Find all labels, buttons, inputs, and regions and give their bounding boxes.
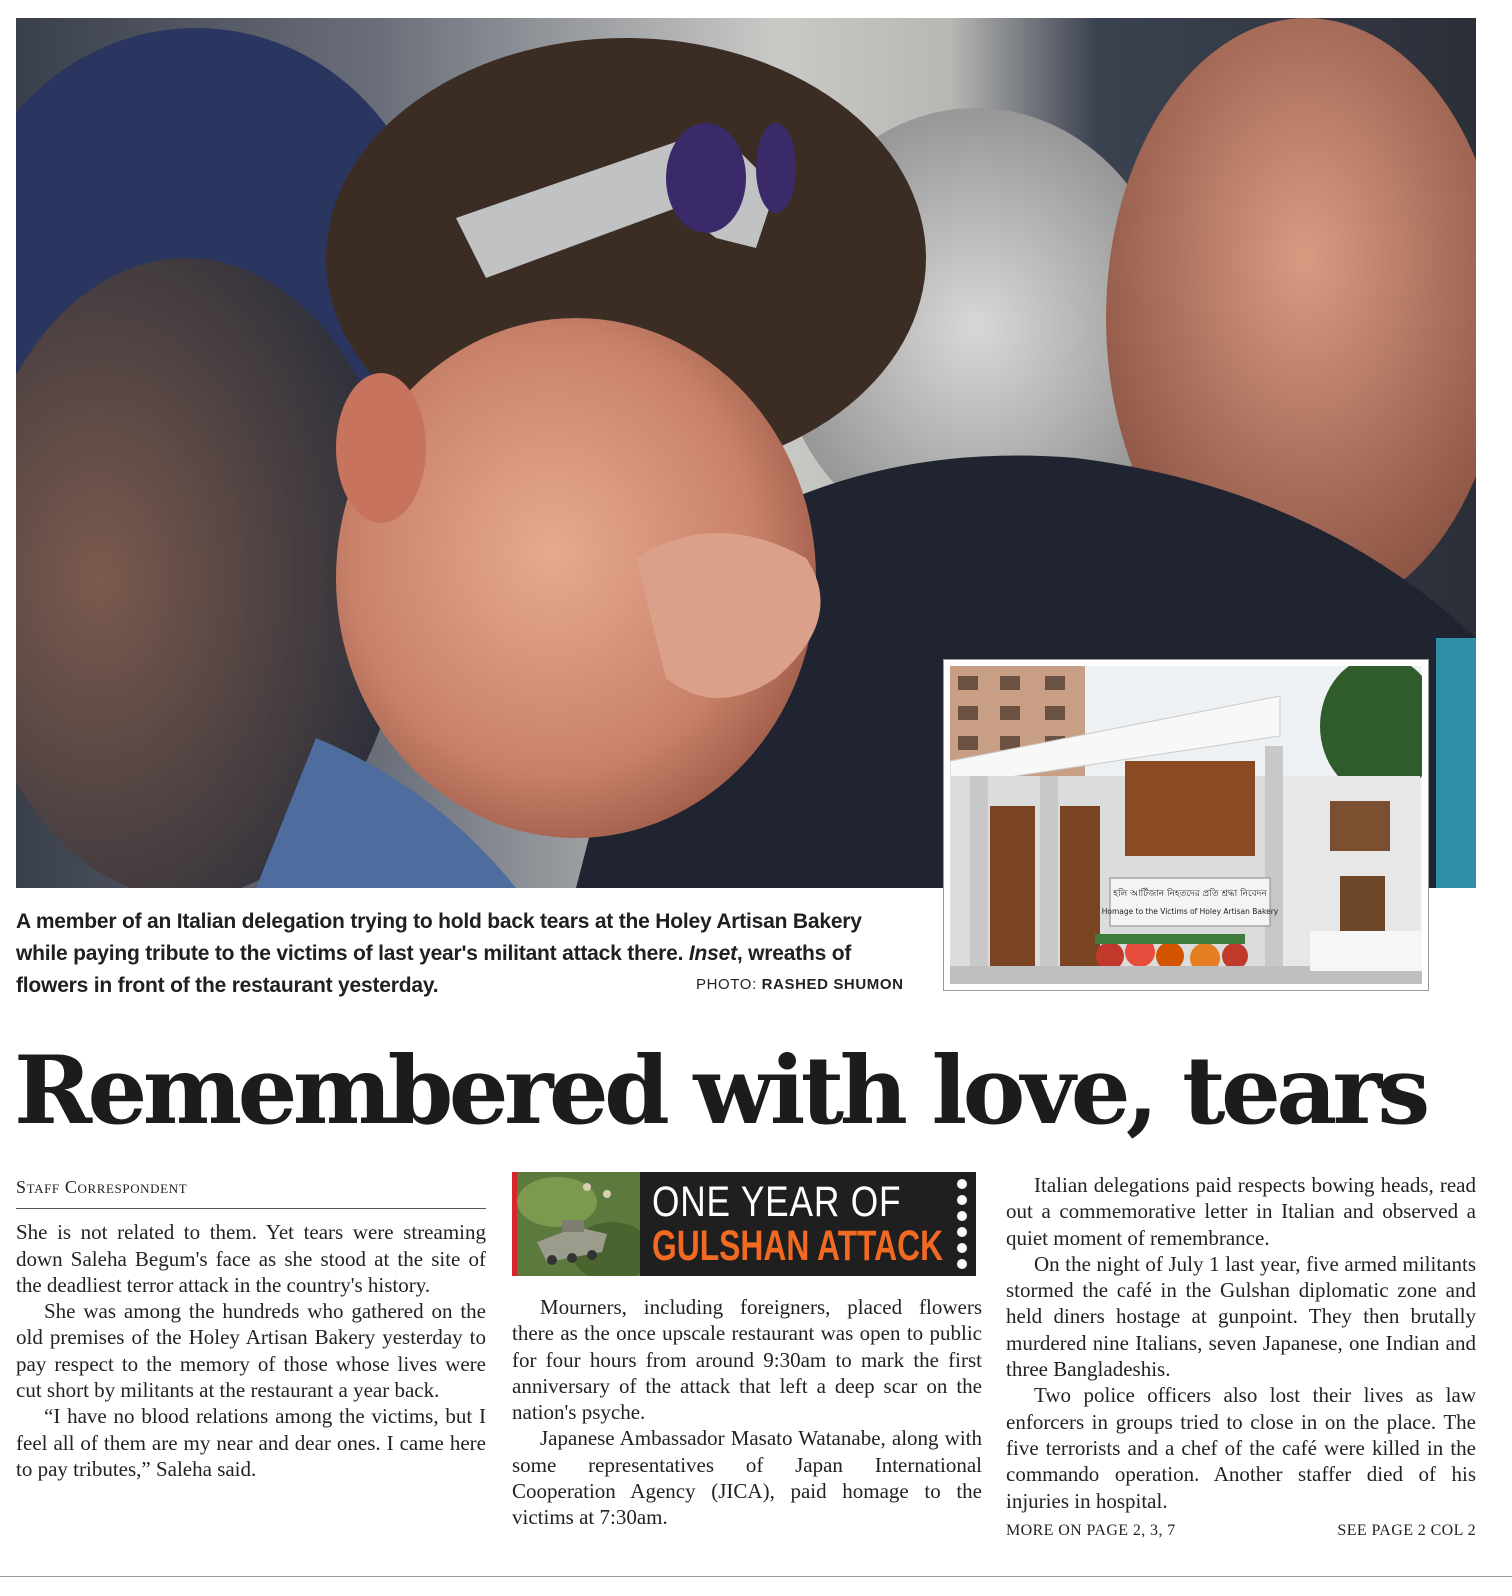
inset-photo (944, 660, 1428, 990)
byline-text: Staff Correspondent (16, 1177, 188, 1197)
inset-banner-english: Homage to the Victims of Holey Artisan Bakery (1101, 907, 1279, 916)
caption-inset-word: Inset (688, 942, 737, 965)
photographer-name: RASHED SHUMON (761, 976, 904, 993)
article-column-1 (16, 1172, 486, 1482)
series-title-line2: GULSHAN ATTACK (652, 1222, 944, 1270)
paragraph: On the night of July 1 last year, five armed militants stormed the café in the Gulshan diplomatic zone and held diners hostage at gunpoint. They then brutally murdered nine Italians, seven Japanese, one Indian and three Bangladeshis. (1006, 1251, 1476, 1382)
bottom-rule (0, 1576, 1512, 1577)
series-title-line1: ONE YEAR OF (652, 1178, 902, 1226)
caption-text: A member of an Italian delegation trying to hold back tears at the Holey Artisan Bakery while paying tribute to the victims of last year's militant attack there. (16, 910, 862, 965)
photo-credit-label: PHOTO: (696, 976, 762, 993)
paragraph: She is not related to them. Yet tears were streaming down Saleha Begum's face as she stood at the site of the deadliest terror attack in the country's history. (16, 1220, 486, 1297)
paragraph: Two police officers also lost their lives as law enforcers in groups tried to close in on the place. The five terrorists and a chef of the café were killed in the commando operation. Another staffer died of his injuries in hospital. (1006, 1383, 1476, 1513)
more-on-page-link[interactable]: MORE ON PAGE 2, 3, 7 (1006, 1521, 1176, 1539)
restaurant-illustration (950, 666, 1422, 984)
see-page-link[interactable]: SEE PAGE 2 COL 2 (1337, 1521, 1476, 1539)
series-banner-thumbnail (512, 1172, 640, 1276)
photo-credit (696, 976, 904, 993)
continuation-row (1006, 1518, 1476, 1544)
paragraph: Mourners, including foreigners, placed flowers there as the once upscale restaurant was open to public for four hours from around 9:30am to mark the first anniversary of the attack that left a deep scar on the nation's psyche. (512, 1295, 982, 1425)
paragraph: Italian delegations paid respects bowing heads, read out a commemorative letter in Italian and observed a quiet moment of remembrance. (1006, 1173, 1476, 1250)
caption-text-end: , wreaths of flowers in front of the restaurant yesterday. (16, 942, 852, 997)
byline (16, 1174, 486, 1209)
headline: Remembered with love, tears (14, 1036, 1426, 1146)
armored-vehicle-icon (517, 1172, 640, 1276)
paragraph: “I have no blood relations among the victims, but I feel all of them are my near and dear ones. I came here to pay tributes,” Saleha said. (16, 1404, 486, 1481)
series-banner (512, 1172, 976, 1276)
inset-banner-bangla: হলি আর্টিজান নিহতদের প্রতি শ্রদ্ধা নিবেদন (1113, 889, 1267, 899)
paragraph: Japanese Ambassador Masato Watanabe, along with some representatives of Japan International Cooperation Agency (JICA), paid homage to the victims at 7:30am. (512, 1426, 982, 1530)
article-column-3 (1006, 1172, 1476, 1544)
series-banner-text (640, 1172, 1045, 1276)
film-perforation-icon (954, 1176, 970, 1272)
article-column-2 (512, 1172, 982, 1531)
paragraph: She was among the hundreds who gathered on the old premises of the Holey Artisan Bakery yesterday to pay respect to the memory of those whose lives were cut short by militants at the restaurant a year back. (16, 1299, 486, 1403)
